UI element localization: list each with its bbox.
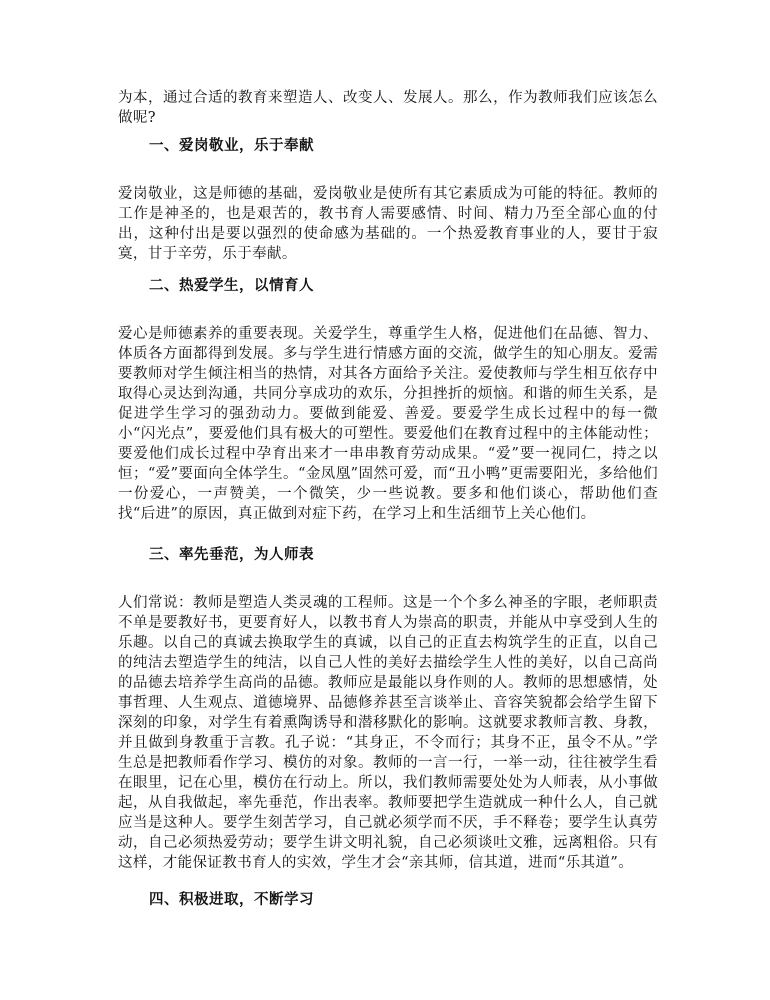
section-4-heading: 四、积极进取，不断学习 (149, 891, 314, 908)
section-3-heading: 三、率先垂范，为人师表 (149, 546, 314, 563)
section-2-heading: 二、热爱学生，以情育人 (149, 277, 314, 294)
intro-paragraph: 为本，通过合适的教育来塑造人、改变人、发展人。那么，作为教师我们应该怎么做呢? (118, 90, 658, 126)
section-2-paragraph: 爱心是师德素养的重要表现。关爱学生，尊重学生人格，促进他们在品德、智力、体质各方面都得到发展。多与学生进行情感方面的交流，做学生的知心朋友。爱需要教师对学生倾注相当的热情，对其各方面给予关注。爱使教师与学生相互依存中取得心灵达到沟通，共同分享成功的欢乐，分担挫折的烦恼。和谐的师生关系，是促进学生学习的强劲动力。要做到能爱、善爱。要爱学生成长过程中的每一微小“闪光点”，要爱他们具有极大的可塑性。要爱他们在教育过程中的主体能动性；要爱他们成长过程中孕育出来才一串串教育劳动成果。“爱”要一视同仁，持之以恒；“爱”要面向全体学生。“金凤凰”固然可爱，而“丑小鸭”更需要阳光，多给他们一份爱心，一声赞美，一个微笑，少一些说教。要多和他们谈心，帮助他们查找“后进”的原因，真正做到对症下药，在学习上和生活细节上关心他们。 (118, 326, 658, 522)
section-3-paragraph: 人们常说：教师是塑造人类灵魂的工程师。这是一个个多么神圣的字眼，老师职责不单是要教好书，更要育好人，以教书育人为崇高的职责，并能从中享受到人生的乐趣。以自己的真诚去换取学生的真诚，以自己的正直去构筑学生的正直，以自己的纯洁去塑造学生的纯洁，以自己人性的美好去描绘学生人性的美好，以自己高尚的品德去培养学生高尚的品德。教师应是最能以身作则的人。教师的思想感情，处事哲理、人生观点、道德境界、品德修养甚至言谈举止、音容笑貌都会给学生留下深刻的印象，对学生有着熏陶诱导和潜移默化的影响。这就要求教师言教、身教，并且做到身教重于言教。孔子说：“其身正，不令而行；其身不正，虽令不从。”学生总是把教师看作学习、模仿的对象。教师的一言一行，一举一动，往往被学生看在眼里，记在心里，模仿在行动上。所以，我们教师需要处处为人师表，从小事做起，从自我做起，率先垂范，作出表率。教师要把学生造就成一种什么人，自己就应当是这种人。要学生刻苦学习，自己就必须学而不厌，手不释卷；要学生认真劳动，自己必须热爱劳动；要学生讲文明礼貌，自己必须谈吐文雅，远离粗俗。只有这样，才能保证教书育人的实效，学生才会“亲其师，信其道，进而“乐其道”。 (118, 595, 658, 871)
section-1-paragraph: 爱岗敬业，这是师德的基础，爱岗敬业是使所有其它素质成为可能的特征。教师的工作是神圣的，也是艰苦的，教书育人需要感情、时间、精力乃至全部心血的付出，这种付出是要以强烈的使命感为基础的。一个热爱教育事业的人，要甘于寂寞，甘于辛劳，乐于奉献。 (118, 186, 658, 262)
section-1-heading: 一、爱岗敬业，乐于奉献 (149, 137, 314, 154)
